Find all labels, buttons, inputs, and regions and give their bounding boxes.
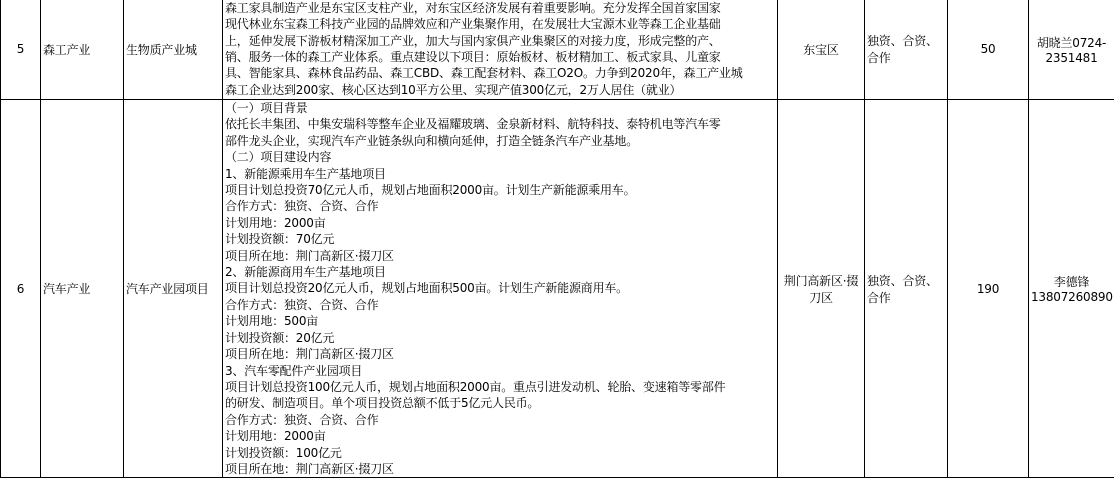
description-line: 项目计划总投资100亿元人币，规划占地面积2000亩。重点引进发动机、轮胎、变速箱等零部件 (225, 379, 775, 395)
description-line: 2、新能源商用车生产基地项目 (225, 264, 775, 280)
description-line: 计划投资额：100亿元 (225, 445, 775, 461)
project-name-cell: 汽车产业园项目 (124, 100, 223, 478)
description-cell (223, 100, 778, 478)
description-line: （一）项目背景 (225, 100, 775, 116)
description-line: 依托长丰集团、中集安瑞科等整车企业及福耀玻璃、金泉新材料、航特科技、泰特机电等汽车零 (225, 116, 775, 132)
investment-cell: 50 (948, 0, 1029, 100)
cooperation-cell: 独资、合资、合作 (865, 0, 948, 100)
description-line: 合作方式：独资、合资、合作 (225, 412, 775, 428)
description-line: （二）项目建设内容 (225, 149, 775, 165)
description-line: 现代林业东宝森工科技产业园的品牌效应和产业集聚作用，在发展壮大宝源木业等森工企业基础 (225, 16, 775, 32)
description-line: 计划用地：2000亩 (225, 215, 775, 231)
contact-phone: 13807260890 (1031, 290, 1112, 304)
description-line: 合作方式：独资、合资、合作 (225, 297, 775, 313)
description-line: 具、智能家具、森林食品药品、森工CBD、森工配套材料、森工O2O。力争到2020年，森工产业城 (225, 65, 775, 81)
description-line: 项目所在地：荆门高新区·掇刀区 (225, 346, 775, 362)
description-line: 项目计划总投资70亿元人币，规划占地面积2000亩。计划生产新能源乘用车。 (225, 182, 775, 198)
investment-cell: 190 (948, 100, 1029, 478)
description-line: 上，延伸发展下游板材精深加工产业，加大与国内家俱产业集聚区的对接力度，形成完整的产、 (225, 33, 775, 49)
description-line: 项目所在地：荆门高新区·掇刀区 (225, 248, 775, 264)
description-line: 1、新能源乘用车生产基地项目 (225, 166, 775, 182)
table-row (1, 100, 1114, 478)
description-line: 计划用地：2000亩 (225, 428, 775, 444)
row-number: 6 (1, 100, 41, 478)
description-line: 项目所在地：荆门高新区·掇刀区 (225, 461, 775, 477)
row-number: 5 (1, 0, 41, 100)
contact-cell (1029, 0, 1114, 100)
description-line: 销、服务一体的森工产业体系。重点建设以下项目：原始板材、板材精加工、板式家具、儿童家 (225, 49, 775, 65)
description-line: 计划投资额：70亿元 (225, 231, 775, 247)
table-row (1, 0, 1114, 100)
project-name-cell: 生物质产业城 (124, 0, 223, 100)
contact-name: 李德锋 (1031, 273, 1112, 290)
description-line: 计划投资额：20亿元 (225, 330, 775, 346)
cooperation-cell: 独资、合资、合作 (865, 100, 948, 478)
contact-name: 胡晓兰0724- (1031, 34, 1112, 51)
description-line: 3、汽车零配件产业园项目 (225, 363, 775, 379)
description-line: 部件龙头企业，实现汽车产业链条纵向和横向延伸，打造全链条汽车产业基地。 (225, 133, 775, 149)
contact-phone: 2351481 (1031, 51, 1112, 65)
contact-cell (1029, 100, 1114, 478)
description-line: 森工企业达到200家、核心区达到10平方公里、实现产值300亿元，2万人居住（就业） (225, 82, 775, 98)
description-line: 项目计划总投资20亿元人币，规划占地面积500亩。计划生产新能源商用车。 (225, 280, 775, 296)
description-line: 计划用地：500亩 (225, 313, 775, 329)
industry-cell: 森工产业 (41, 0, 124, 100)
location-cell: 荆门高新区·掇刀区 (778, 100, 865, 478)
description-line: 合作方式：独资、合资、合作 (225, 198, 775, 214)
industry-cell: 汽车产业 (41, 100, 124, 478)
description-cell (223, 0, 778, 100)
location-cell: 东宝区 (778, 0, 865, 100)
description-line: 的研发、制造项目。单个项目投资总额不低于5亿元人民币。 (225, 395, 775, 411)
description-line: 森工家具制造产业是东宝区支柱产业，对东宝区经济发展有着重要影响。充分发挥全国首家国家 (225, 0, 775, 16)
